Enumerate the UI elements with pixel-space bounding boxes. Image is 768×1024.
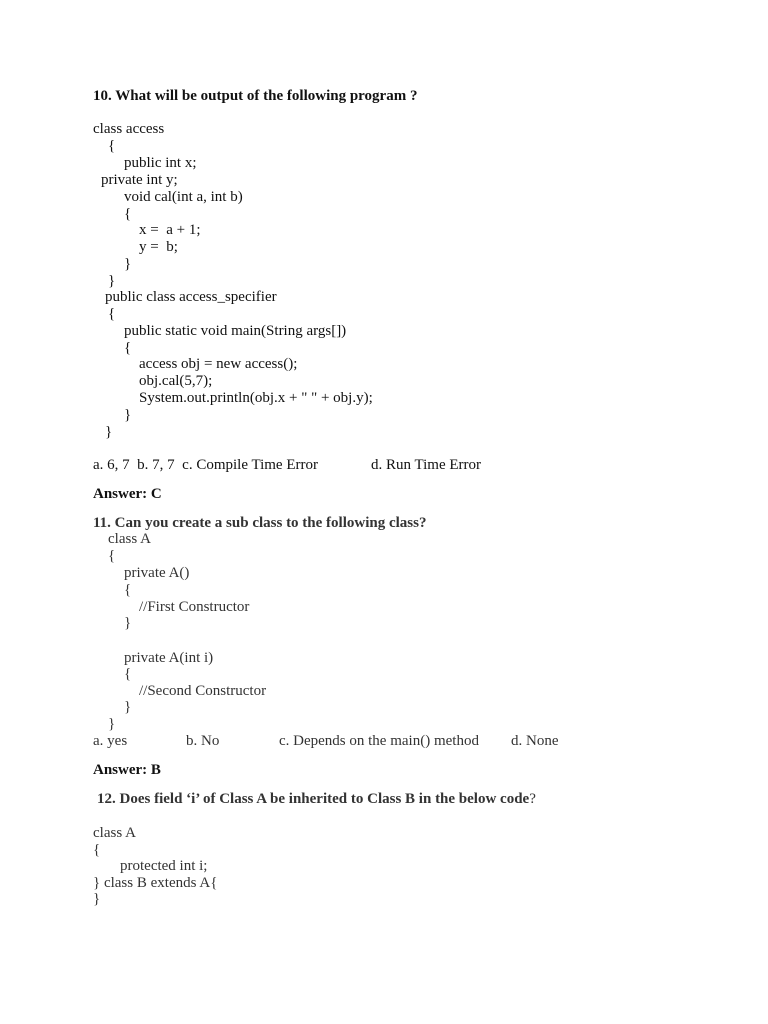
code-line: public static void main(String args[]) [124,323,347,339]
q11-option-c: c. Depends on the main() method [279,733,479,749]
code-line: obj.cal(5,7); [139,373,213,389]
code-line: } class B extends A{ [93,875,218,891]
q10-option-d: d. Run Time Error [371,457,482,473]
code-line: //Second Constructor [139,683,267,699]
code-line: } [105,424,113,440]
code-line: y = b; [139,239,178,255]
code-line: { [124,206,132,222]
code-line: x = a + 1; [139,222,201,238]
q10-answer: Answer: C [93,486,162,502]
code-line: } [124,256,132,272]
code-line: public class access_specifier [105,289,277,305]
question-12-title [97,791,536,808]
code-line: { [93,842,101,858]
question-10-title: 10. What will be output of the following program ? [93,88,418,104]
code-line: { [124,340,132,356]
q10-options-abc: a. 6, 7 b. 7, 7 c. Compile Time Error [93,457,318,473]
code-line: private A(int i) [124,650,214,666]
code-line: } [93,891,101,907]
code-line: access obj = new access(); [139,356,298,372]
code-line: } [124,615,132,631]
code-line: private int y; [101,172,178,188]
code-line: } [108,273,116,289]
code-line: class access [93,121,165,137]
q11-option-d: d. None [511,733,559,749]
code-line: { [108,306,116,322]
question-12-mark: ? [529,791,536,807]
code-line: } [124,699,132,715]
code-line: class A [93,825,136,841]
code-line: { [108,548,116,564]
q11-answer: Answer: B [93,762,161,778]
code-line: System.out.println(obj.x + " " + obj.y); [139,390,373,406]
code-line: { [124,666,132,682]
code-line: public int x; [124,155,197,171]
q11-option-b: b. No [186,733,220,749]
code-line: } [108,716,116,732]
code-line: private A() [124,565,190,581]
code-line: protected int i; [120,858,208,874]
code-line: } [124,407,132,423]
question-12-text: 12. Does field ‘i’ of Class A be inherited to Class B in the below code [97,791,530,807]
code-line: { [124,582,132,598]
question-11-title: 11. Can you create a sub class to the following class? [93,515,427,531]
code-line: class A [108,531,151,547]
code-line: void cal(int a, int b) [124,189,243,205]
code-line: { [108,138,116,154]
q11-option-a: a. yes [93,733,128,749]
code-line: //First Constructor [139,599,250,615]
